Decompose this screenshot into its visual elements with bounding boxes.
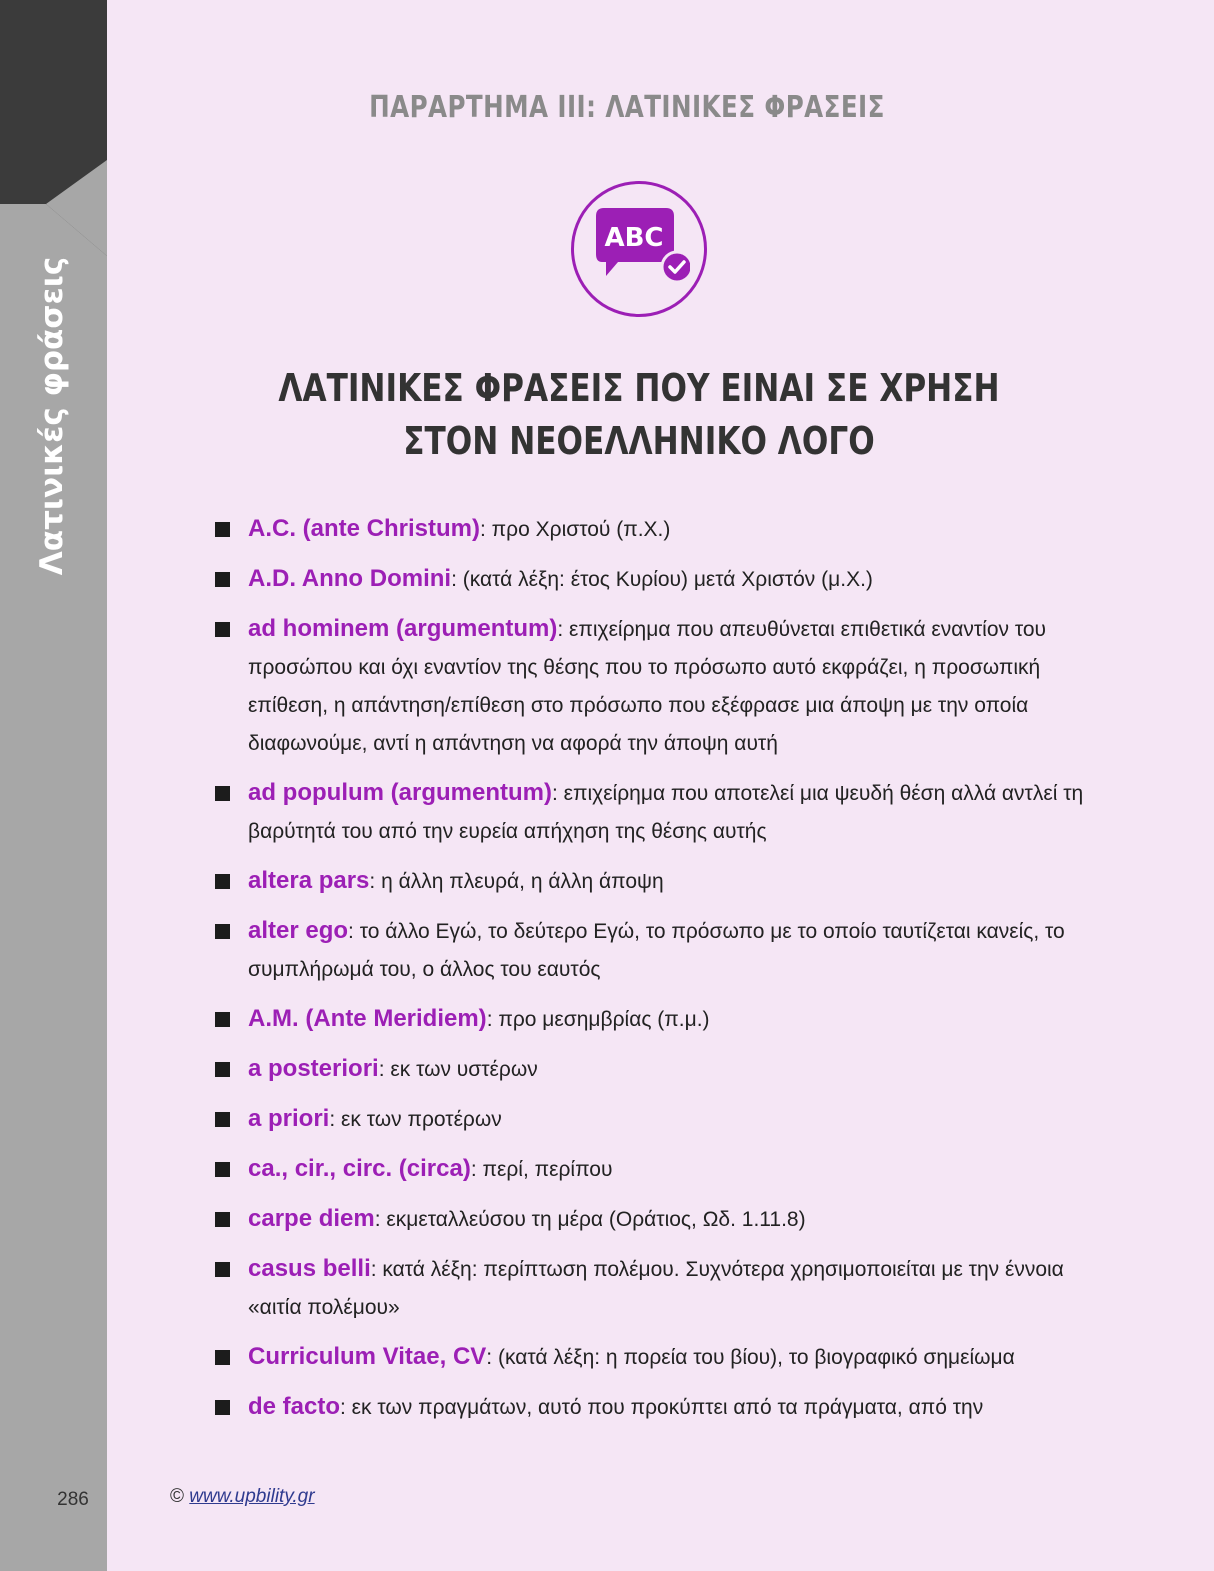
phrase-definition: : προ μεσημβρίας (π.μ.) [486, 1008, 710, 1031]
phrase-definition: : η άλλη πλευρά, η άλλη άποψη [369, 870, 664, 893]
side-tab-dark [0, 0, 107, 1571]
phrase-term: de facto [248, 1393, 341, 1420]
page-number: 286 [57, 1489, 89, 1510]
phrase-term: Curriculum Vitae, CV [248, 1343, 487, 1370]
phrase-definition: : προ Χριστού (π.Χ.) [480, 518, 671, 541]
list-item [213, 1250, 1093, 1327]
square-bullet-icon [215, 924, 230, 939]
list-item [213, 862, 1093, 901]
square-bullet-icon [215, 786, 230, 801]
phrase-term: ca., cir., circ. (circa) [248, 1155, 471, 1182]
side-section-label: Λατινικές φράσεις [34, 256, 70, 576]
list-item [213, 560, 1093, 599]
list-item [213, 912, 1093, 989]
abc-icon-text: ABC [604, 223, 664, 253]
phrase-term: a priori [248, 1105, 330, 1132]
square-bullet-icon [215, 1112, 230, 1127]
abc-speech-bubble-check-icon [571, 181, 707, 317]
phrase-term: A.C. (ante Christum) [248, 515, 481, 542]
phrase-term: altera pars [248, 867, 370, 894]
phrase-term: carpe diem [248, 1205, 375, 1232]
phrase-definition: : επιχείρημα που απευθύνεται επιθετικά εναντίον του προσώπου και όχι εναντίον της θέσης που το πρόσωπο αυτό εκφράζει, η προσωπική επίθεση, η απάντηση/επίθεση στο πρόσωπο που εξέφρασε μια άποψη με την οποία διαφωνούμε, αντί η απάντηση να αφορά την άποψη αυτή [248, 618, 1046, 755]
latin-phrases-list [213, 510, 1093, 1438]
list-item [213, 1150, 1093, 1189]
phrase-term: alter ego [248, 917, 349, 944]
phrase-definition: : κατά λέξη: περίπτωση πολέμου. Συχνότερα χρησιμοποιείται με την έννοια «αιτία πολέμου» [248, 1258, 1064, 1319]
phrase-term: casus belli [248, 1255, 371, 1282]
list-item [213, 1338, 1093, 1377]
phrase-definition: : εκ των προτέρων [329, 1108, 502, 1131]
square-bullet-icon [215, 1262, 230, 1277]
list-item [213, 610, 1093, 763]
square-bullet-icon [215, 1212, 230, 1227]
square-bullet-icon [215, 522, 230, 537]
square-bullet-icon [215, 1162, 230, 1177]
square-bullet-icon [215, 874, 230, 889]
phrase-term: ad populum (argumentum) [248, 779, 552, 806]
appendix-title: ΠΑΡΑΡΤΗΜΑ III: ΛΑΤΙΝΙΚΕΣ ΦΡΑΣΕΙΣ [369, 90, 885, 125]
copyright-symbol: © [170, 1486, 184, 1507]
square-bullet-icon [215, 572, 230, 587]
phrase-definition: : επιχείρημα που αποτελεί μια ψευδή θέση αλλά αντλεί τη βαρύτητά του από την ευρεία απήχηση της θέσης αυτής [248, 782, 1084, 843]
square-bullet-icon [215, 1012, 230, 1027]
phrase-definition: : (κατά λέξη: έτος Κυρίου) μετά Χριστόν (μ.Χ.) [451, 568, 873, 591]
phrase-term: A.D. Anno Domini [248, 565, 452, 592]
footer [170, 1486, 315, 1508]
list-item [213, 1000, 1093, 1039]
phrase-definition: : εκ των πραγμάτων, αυτό που προκύπτει από τα πράγματα, από την [340, 1396, 984, 1419]
list-item [213, 510, 1093, 549]
phrase-definition: : εκμεταλλεύσου τη μέρα (Οράτιος, Ωδ. 1.11.8) [374, 1208, 806, 1231]
page-title [203, 362, 1075, 468]
square-bullet-icon [215, 1350, 230, 1365]
page-title-line-2: ΣΤΟΝ ΝΕΟΕΛΛΗΝΙΚΟ ΛΟΓΟ [403, 419, 875, 463]
website-link[interactable]: www.upbility.gr [189, 1486, 315, 1507]
phrase-term: a posteriori [248, 1055, 379, 1082]
square-bullet-icon [215, 1400, 230, 1415]
phrase-definition: : το άλλο Εγώ, το δεύτερο Εγώ, το πρόσωπο με το οποίο ταυτίζεται κανείς, το συμπλήρωμά του, ο άλλος του εαυτός [248, 920, 1065, 981]
square-bullet-icon [215, 622, 230, 637]
phrase-definition: : εκ των υστέρων [378, 1058, 538, 1081]
list-item [213, 774, 1093, 851]
phrase-term: ad hominem (argumentum) [248, 615, 558, 642]
list-item [213, 1388, 1093, 1427]
list-item [213, 1100, 1093, 1139]
phrase-definition: : περί, περίπου [470, 1158, 613, 1181]
page-title-line-1: ΛΑΤΙΝΙΚΕΣ ΦΡΑΣΕΙΣ ΠΟΥ ΕΙΝΑΙ ΣΕ ΧΡΗΣΗ [278, 366, 1000, 410]
phrase-definition: : (κατά λέξη: η πορεία του βίου), το βιογραφικό σημείωμα [486, 1346, 1015, 1369]
list-item [213, 1200, 1093, 1239]
phrase-term: A.M. (Ante Meridiem) [248, 1005, 487, 1032]
square-bullet-icon [215, 1062, 230, 1077]
list-item [213, 1050, 1093, 1089]
